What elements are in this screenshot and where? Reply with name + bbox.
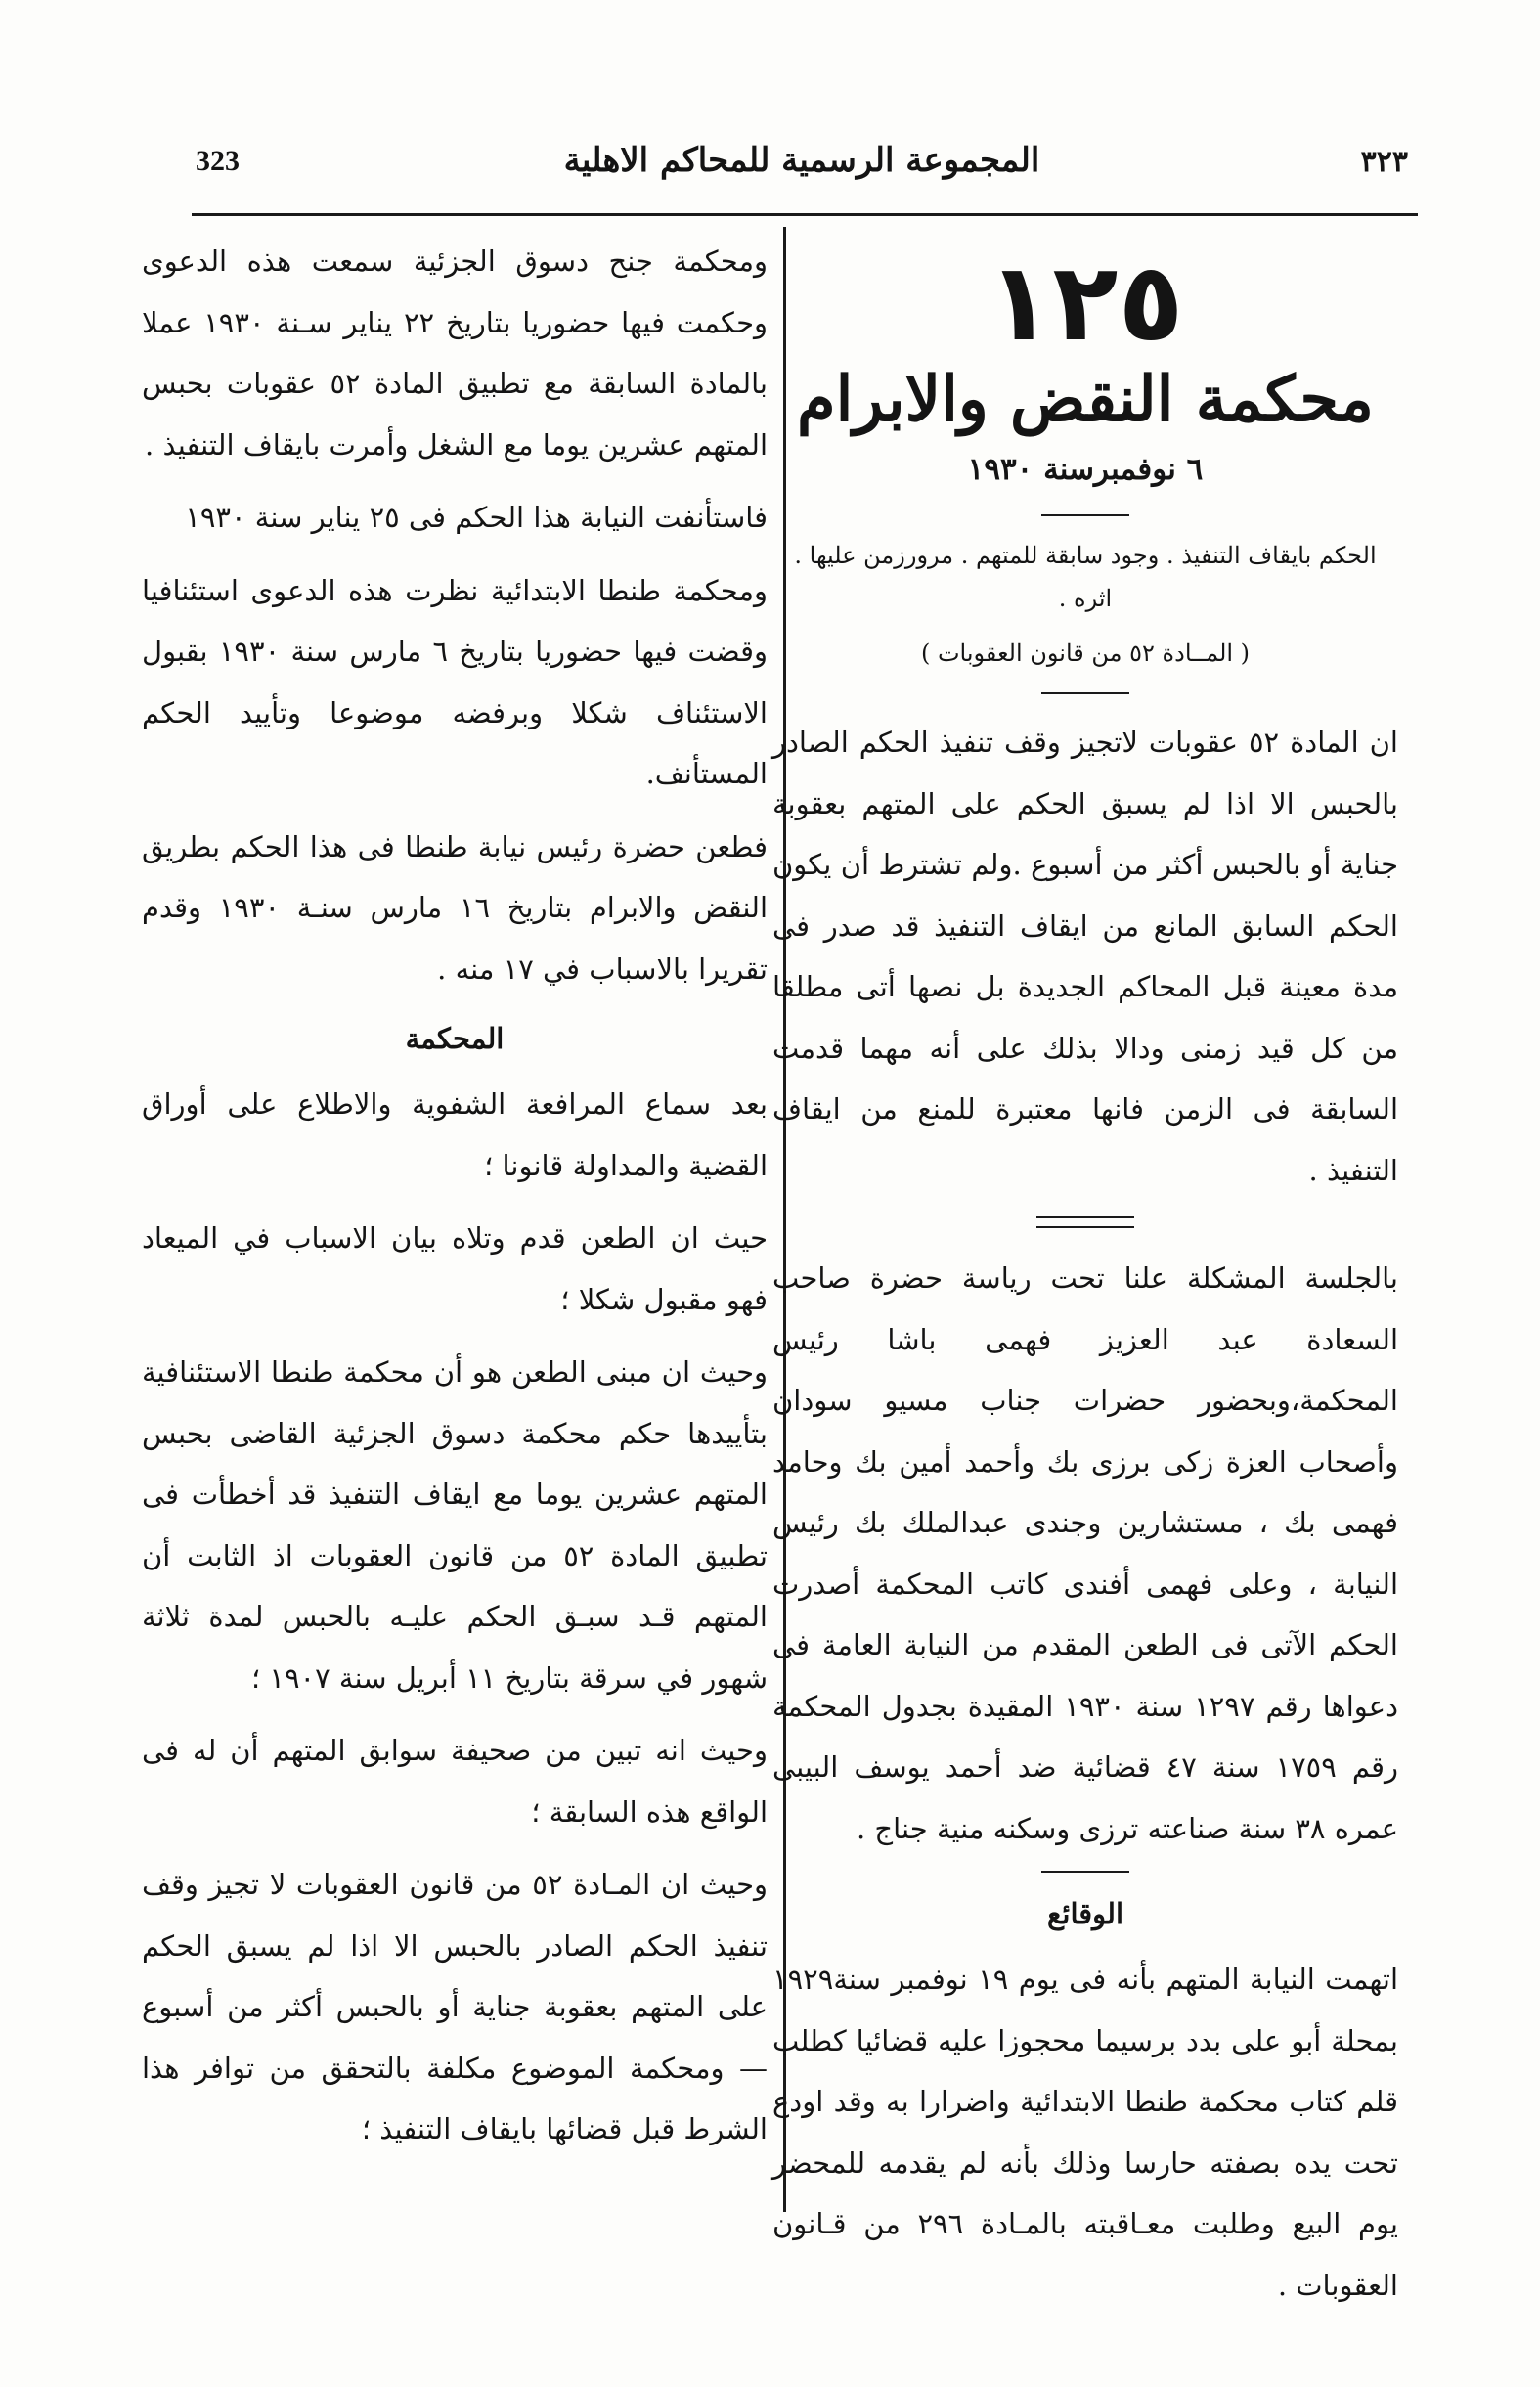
separator-rule (1041, 692, 1129, 694)
paragraph: بعد سماع المرافعة الشفوية والاطلاع على أوراق القضية والمداولة قانونا ؛ (142, 1087, 768, 1182)
paragraph: وحيث انه تبين من صحيفة سوابق المتهم أن له فى الواقع هذه السابقة ؛ (142, 1734, 768, 1829)
publication-title: المجموعة الرسمية للمحاكم الاهلية (563, 141, 1040, 180)
page-number-latin: 323 (196, 145, 240, 177)
paragraph: ومحكمة طنطا الابتدائية نظرت هذه الدعوى استئنافيا وقضت فيها حضوريا بتاريخ ٦ مارس سنة ١٩٣٠ بقبول الاستئناف شكلا وبرفضه موضوعا وتأييد الحكم المستأنف. (142, 573, 769, 790)
case-summary: الحكم بايقاف التنفيذ . وجود سابقة للمتهم . مرورزمن عليها . اثره . (794, 542, 1377, 612)
paragraph: وحيث ان مبنى الطعن هو أن محكمة طنطا الاستئنافية بتأييدها حكم محكمة دسوق الجزئية القاضى بحبس المتهم عشرين يوما مع ايقاف التنفيذ قد أخطأت فى تطبيق المادة ٥٢ من قانون العقوبات اذ الثابت أن المتهم قـد سبـق الحكم عليـه بالحبس لمدة ثلاثة شهور في سرقة بتاريخ ١١ أبريل سنة ١٩٠٧ ؛ (142, 1355, 768, 1695)
separator-rule (1041, 1871, 1129, 1873)
paragraph: حيث ان الطعن قدم وتلاه بيان الاسباب في الميعاد فهو مقبول شكلا ؛ (142, 1221, 768, 1316)
paragraph: ومحكمة جنح دسوق الجزئية سمعت هذه الدعوى وحكمت فيها حضوريا بتاريخ ٢٢ يناير سـنة ١٩٣٠ عملا بالمادة السابقة مع تطبيق المادة ٥٢ عقوبات بحبس المتهم عشرين يوما مع الشغل وأمرت بايقاف التنفيذ . (142, 244, 768, 462)
paragraph: فاستأنفت النيابة هذا الحكم فى ٢٥ يناير سنة ١٩٣٠ (185, 501, 768, 534)
page-number-arabic: ٣٢٣ (1360, 145, 1408, 179)
paragraph: وحيث ان المـادة ٥٢ من قانون العقوبات لا تجيز وقف تنفيذ الحكم الصادر بالحبس الا اذا لم يسبق الحكم على المتهم بعقوبة جناية أو بالحبس أكثر من أسبوع — ومحكمة الموضوع مكلفة بالتحقق من توافر هذا الشرط قبل قضائها بايقاف التنفيذ ؛ (142, 1868, 768, 2145)
case-number: ١٢٥ (987, 240, 1184, 365)
paragraph: فطعن حضرة رئيس نيابة طنطا فى هذا الحكم بطريق النقض والابرام بتاريخ ١٦ مارس سنـة ١٩٣٠ وقدم تقريرا بالاسباب في ١٧ منه . (142, 829, 769, 986)
case-date: ٦ نوفمبرسنة ١٩٣٠ (967, 452, 1204, 487)
case-summary-article: ( المــادة ٥٢ من قانون العقوبات ) (920, 640, 1251, 667)
left-column (142, 231, 768, 2172)
court-name: محكمة النقض والابرام (797, 363, 1374, 436)
facts-heading: الوقائع (1046, 1897, 1124, 1930)
separator-rule (1041, 514, 1129, 516)
facts-paragraph: اتهمت النيابة المتهم بأنه فى يوم ١٩ نوفمبر سنة١٩٢٩ بمحلة أبو على بدد برسيما محجوزا عليه قضائيا كطلب قلم كتاب محكمة طنطا الابتدائية واضرارا به وقد اودع تحت يده بصفته حارسا وذلك بأنه لم يقدمه للمحضر يوم البيع وطلبت معـاقبته بالمـادة ٢٩٦ من قـانون العقوبات . (772, 1963, 1399, 2302)
running-header (196, 141, 1408, 203)
court-heading: المحكمة (405, 1022, 505, 1055)
legal-principle: ان المادة ٥٢ عقوبات لاتجيز وقف تنفيذ الحكم الصادر بالحبس الا اذا لم يسبق الحكم على المتهم بعقوبة جناية أو بالحبس أكثر من أسبوع .ولم تشترط أن يكون الحكم السابق المانع من ايقاف التنفيذ قد صدر فى مدة معينة قبل المحاكم الجديدة بل نصها أتى مطلقا من كل قيد زمنى ودالا بذلك على أنه مهما قدمت السابقة فى الزمن فانها معتبرة للمنع من ايقاف التنفيذ . (772, 726, 1398, 1187)
session-paragraph: بالجلسة المشكلة علنا تحت رياسة حضرة صاحب السعادة عبد العزيز فهمى باشا رئيس المحكمة،وبحضور حضرات جناب مسيو سودان وأصحاب العزة زكى برزى بك وأحمد أمين بك وحامد فهمى بك ، مستشارين وجندى عبدالملك بك رئيس النيابة ، وعلى فهمى أفندى كاتب المحكمة أصدرت الحكم الآتى فى الطعن المقدم من النيابة العامة فى دعواها رقم ١٢٩٧ سنة ١٩٣٠ المقيدة بجدول المحكمة رقم ١٧٥٩ سنة ٤٧ قضائية ضد أحمد يوسف البيبى عمره ٣٨ سنة صناعته ترزى وسكنه منية جناج . (772, 1261, 1398, 1845)
right-column (772, 231, 1398, 2327)
double-separator-rule (1036, 1216, 1134, 1228)
header-rule (192, 213, 1418, 216)
